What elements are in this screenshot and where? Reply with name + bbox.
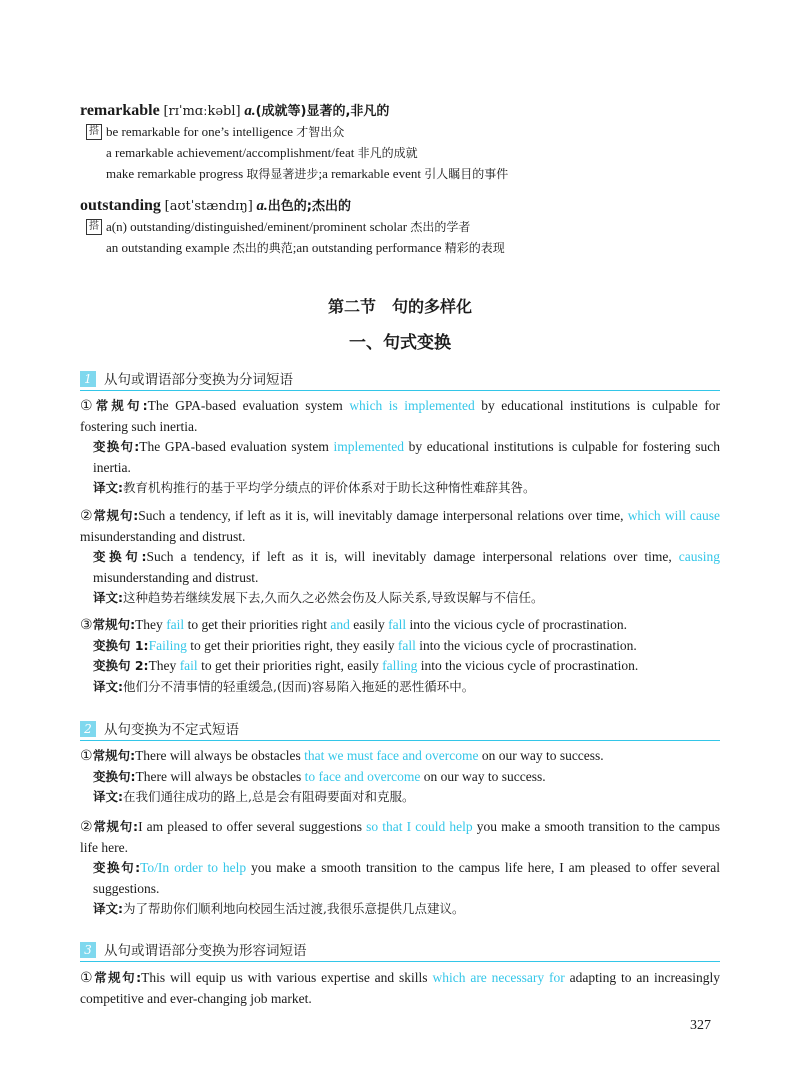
- highlight-text: that we must face and overcome: [304, 748, 479, 763]
- normal-label: 常规句:: [93, 819, 139, 834]
- highlight-text: so that I could help: [366, 819, 473, 834]
- translation-text: 在我们通往成功的路上,总是会有阻碍要面对和克服。: [123, 789, 415, 804]
- highlight-text: which is implemented: [349, 398, 475, 413]
- changed-label: 变换句:: [93, 439, 140, 454]
- translation-text: 这种趋势若继续发展下去,久而久之必然会伤及人际关系,导致误解与不信任。: [123, 590, 544, 605]
- collocation-line: [106, 144, 418, 161]
- collocation-zh: 引人瞩目的事件: [424, 167, 509, 181]
- collocation-en: a remarkable event: [322, 166, 421, 181]
- sentence-text: I am pleased to offer several suggestions: [138, 819, 367, 834]
- highlight-text: and: [330, 617, 350, 632]
- sentence-text: by educational institutions is culpable for fostering such inertia.: [80, 398, 721, 434]
- sentence-text: They: [135, 617, 167, 632]
- vocab-pos: a.: [256, 198, 268, 214]
- sentence-text: misunderstanding and distrust.: [93, 569, 259, 585]
- changed-label: 变换句:: [93, 860, 141, 875]
- highlight-text: fail: [166, 617, 185, 632]
- collocation-en: a remarkable achievement/accomplishment/feat: [106, 145, 355, 160]
- sentence-text: to get their priorities right: [184, 617, 331, 632]
- highlight-text: falling: [382, 658, 418, 673]
- entry-number: ①: [80, 748, 93, 764]
- sentence-text: misunderstanding and distrust.: [80, 528, 246, 544]
- sentence-text: The GPA-based evaluation system: [139, 439, 334, 454]
- collocation-en: make remarkable progress: [106, 166, 244, 181]
- collocation-en: be remarkable for one’s intelligence: [106, 124, 293, 139]
- collocation-zh: 取得显著进步: [246, 167, 319, 181]
- vocab-headword-line: [80, 195, 740, 215]
- sentence-text: to get their priorities right, easily: [197, 658, 383, 673]
- collocation-badge: 搭: [86, 124, 102, 140]
- entry-number: ①: [80, 398, 96, 414]
- subsection-number: 2: [80, 721, 96, 737]
- vocab-meaning: 出色的;杰出的: [267, 199, 351, 214]
- translation-label: 译文:: [93, 678, 123, 694]
- example-entry: [80, 817, 720, 920]
- normal-label: 常规句:: [92, 748, 136, 763]
- example-entry: [80, 506, 720, 609]
- sentence-text: into the vicious cycle of procrastination.: [406, 617, 627, 632]
- example-entry: [80, 968, 720, 1009]
- sentence-text: There will always be obstacles: [135, 748, 305, 763]
- highlight-text: fail: [179, 658, 198, 673]
- collocation-zh: 杰出的典范: [232, 241, 293, 255]
- collocation-zh: 非凡的成就: [357, 146, 418, 160]
- collocation-line: make remarkable progress 取得显著进步;a remarkable event 引人瞩目的事件: [106, 166, 509, 181]
- subsection-title: 从句变换为不定式短语: [104, 722, 239, 738]
- changed-label: 变换句:: [93, 768, 136, 784]
- highlight-text: which are necessary for: [432, 970, 565, 985]
- entry-number: ②: [80, 819, 94, 835]
- sentence-text: by educational institutions is culpable for fostering such inertia.: [93, 439, 721, 475]
- subsection-number: 1: [80, 371, 96, 387]
- section-title: 第二节 句的多样化: [327, 297, 472, 316]
- entry-number: ③: [80, 617, 93, 633]
- vocab-entry-remarkable: [80, 100, 740, 120]
- vocab-headword-line: [80, 100, 740, 120]
- normal-label: 常规句:: [92, 617, 136, 632]
- sentence-text: into the vicious cycle of procrastination.: [415, 637, 637, 653]
- highlight-text: which will cause: [627, 508, 721, 523]
- highlight-text: Failing: [148, 637, 187, 653]
- sentence-text: easily: [349, 617, 389, 632]
- sentence-text: on our way to success.: [420, 768, 546, 784]
- example-entry: [80, 396, 720, 499]
- sentence-text: Such a tendency, if left as it is, will inevitably damage interpersonal relations over time,: [138, 508, 628, 523]
- sentence-text: you make a smooth transition to the campus life here.: [80, 819, 721, 855]
- collocation-zh: 才智出众: [296, 125, 345, 139]
- vocab-meaning: (成就等)显著的,非凡的: [255, 104, 390, 119]
- collocation-en: an outstanding performance: [296, 240, 442, 255]
- collocation-zh: 杰出的学者: [410, 220, 471, 234]
- sentence-text: They: [148, 658, 180, 673]
- collocation-zh: 精彩的表现: [444, 241, 505, 255]
- subsection-heading: [80, 370, 720, 391]
- changed-label-2: 变换句 2:: [93, 658, 149, 673]
- translation-label: 译文:: [93, 480, 123, 495]
- collocation-en: a(n) outstanding/distinguished/eminent/prominent scholar: [106, 219, 408, 234]
- page-number: 327: [690, 1018, 711, 1033]
- subsection-heading: [80, 941, 720, 962]
- highlight-text: fall: [388, 617, 407, 632]
- example-entry: [80, 746, 720, 808]
- subsection-title: 从句或谓语部分变换为形容词短语: [104, 943, 307, 959]
- sentence-text: Such a tendency, if left as it is, will inevitably damage interpersonal relations over time,: [146, 549, 679, 564]
- highlight-text: to face and overcome: [304, 768, 421, 784]
- section-subtitle: 一、句式变换: [349, 333, 451, 353]
- highlight-text: causing: [678, 549, 721, 564]
- translation-label: 译文:: [93, 901, 123, 916]
- collocation-en: an outstanding example: [106, 240, 230, 255]
- entry-number: ②: [80, 508, 94, 524]
- sentence-text: This will equip us with various expertise and skills: [141, 970, 433, 985]
- translation-label: 译文:: [93, 789, 123, 804]
- normal-label: 常规句:: [94, 970, 142, 985]
- vocab-word: outstanding: [80, 197, 161, 214]
- vocab-phonetic: [aʊtˈstændɪŋ]: [164, 199, 253, 214]
- sentence-text: on our way to success.: [478, 748, 604, 763]
- translation-text: 他们分不清事情的轻重缓急,(因而)容易陷入拖延的恶性循环中。: [123, 678, 475, 694]
- normal-label: 常规句:: [93, 508, 139, 523]
- collocation-line: [106, 218, 470, 235]
- sentence-text: There will always be obstacles: [135, 768, 305, 784]
- highlight-text: implemented: [333, 439, 405, 454]
- sentence-text: into the vicious cycle of procrastination.: [417, 658, 639, 673]
- translation-text: 教育机构推行的基于平均学分绩点的评价体系对于助长这种惰性难辞其咎。: [123, 480, 536, 495]
- entry-number: ①: [80, 970, 95, 986]
- subsection-title: 从句或谓语部分变换为分词短语: [104, 372, 293, 388]
- collocation-line: [106, 123, 344, 140]
- translation-label: 译文:: [93, 590, 123, 605]
- collocation-badge: 搭: [86, 219, 102, 235]
- sentence-text: The GPA-based evaluation system: [147, 398, 350, 413]
- subsection-heading: [80, 720, 720, 741]
- subsection-number: 3: [80, 942, 96, 958]
- vocab-entry-outstanding: [80, 195, 740, 215]
- highlight-text: To/In order to help: [140, 860, 247, 875]
- example-entry: [80, 615, 720, 697]
- vocab-phonetic: [rɪˈmɑːkəbl]: [163, 104, 241, 119]
- changed-label-1: 变换句 1:: [93, 637, 149, 653]
- normal-label: 常规句:: [95, 398, 148, 413]
- sentence-text: adapting to an increasingly competitive and ever-changing job market.: [80, 970, 720, 1006]
- changed-label: 变换句:: [93, 549, 147, 564]
- highlight-text: fall: [397, 637, 416, 653]
- collocation-line: an outstanding example 杰出的典范;an outstanding performance 精彩的表现: [106, 240, 505, 255]
- translation-text: 为了帮助你们顺利地向校园生活过渡,我很乐意提供几点建议。: [123, 901, 465, 916]
- vocab-word: remarkable: [80, 102, 160, 119]
- sentence-text: to get their priorities right, they easily: [186, 637, 398, 653]
- sentence-text: you make a smooth transition to the campus life here, I am pleased to offer several suggestions.: [93, 860, 721, 896]
- vocab-pos: a.: [244, 103, 256, 119]
